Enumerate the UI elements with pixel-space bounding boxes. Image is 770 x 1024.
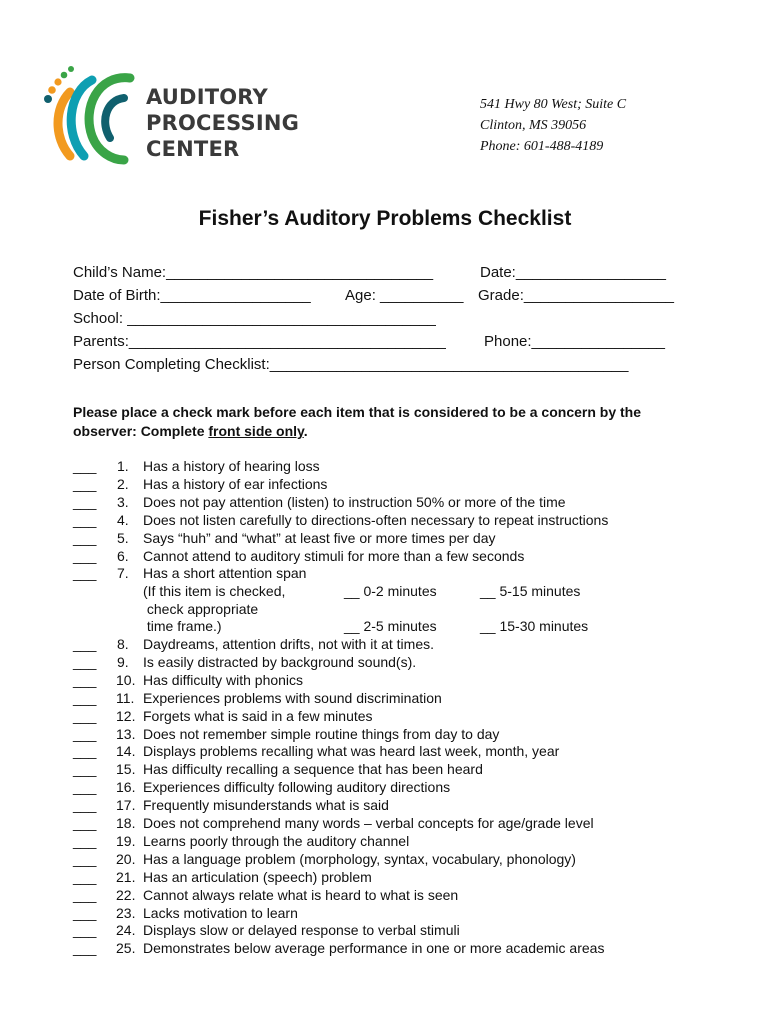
checkbox-blank[interactable]: ___ xyxy=(73,529,97,546)
item-text: Cannot always relate what is heard to what is seen xyxy=(143,886,459,903)
item-number: 17. xyxy=(116,797,136,814)
item-text: Forgets what is said in a few minutes xyxy=(143,707,373,724)
checkbox-blank[interactable]: ___ xyxy=(73,653,97,670)
checkbox-blank[interactable]: ___ xyxy=(73,511,97,528)
address-phone: Phone: 601-488-4189 xyxy=(480,139,604,154)
item-number: 18. xyxy=(116,815,136,831)
instructions xyxy=(73,403,703,441)
item-text: Is easily distracted by background sound(s). xyxy=(143,653,417,670)
item-number: 25. xyxy=(116,940,136,957)
item-text: Experiences problems with sound discrimination xyxy=(143,689,442,706)
item7-note-1: (If this item is checked, xyxy=(143,583,286,599)
item-text: Displays slow or delayed response to verbal stimuli xyxy=(143,922,460,939)
checkbox-blank[interactable]: ___ xyxy=(73,779,97,796)
item-text: Experiences difficulty following auditory directions xyxy=(143,779,451,796)
checkbox-blank[interactable]: ___ xyxy=(73,815,97,831)
item-text: Has a language problem (morphology, syntax, vocabulary, phonology) xyxy=(143,850,576,867)
checkbox-blank[interactable]: ___ xyxy=(73,940,97,957)
checkbox-blank[interactable]: ___ xyxy=(73,850,97,867)
page-title: Fisher’s Auditory Problems Checklist xyxy=(198,207,572,230)
item-number: 10. xyxy=(116,671,136,688)
item-text: Has a history of hearing loss xyxy=(143,458,320,474)
item-number: 15. xyxy=(116,761,136,778)
instructions-end: . xyxy=(303,423,308,439)
checkbox-blank[interactable]: ___ xyxy=(73,904,97,921)
item-number: 13. xyxy=(116,725,136,742)
grade-field[interactable]: Grade:__________________ xyxy=(478,287,675,304)
item-number: 5. xyxy=(117,529,129,546)
item-number: 21. xyxy=(116,868,136,885)
checkbox-blank[interactable]: ___ xyxy=(73,725,97,742)
item-number: 9. xyxy=(117,653,129,670)
checkbox-blank[interactable]: ___ xyxy=(73,797,97,814)
date-of-birth-field[interactable]: Date of Birth:__________________ xyxy=(73,287,311,304)
item-text: Has difficulty recalling a sequence that has been heard xyxy=(143,761,483,778)
item-number: 3. xyxy=(117,493,129,510)
item-text: Has difficulty with phonics xyxy=(143,671,304,688)
instructions-text: Please place a check mark before each item that is considered to be a concern by the observer: Complete xyxy=(73,404,642,439)
item-number: 22. xyxy=(116,886,136,903)
item7-note-3: time frame.) xyxy=(143,618,222,634)
logo-line-2: PROCESSING xyxy=(146,111,300,135)
address-block xyxy=(480,94,626,157)
item-text: Has a short attention span xyxy=(143,565,307,582)
checkbox-blank[interactable]: ___ xyxy=(73,493,97,510)
item-text: Has an articulation (speech) problem xyxy=(143,868,372,885)
item-number: 1. xyxy=(117,458,129,474)
item7-option-15-30[interactable]: __ 15-30 minutes xyxy=(480,618,589,634)
item7-option-5-15[interactable]: __ 5-15 minutes xyxy=(480,583,581,599)
item-number: 23. xyxy=(116,904,136,921)
childs-name-field[interactable]: Child’s Name:________________________________ xyxy=(73,264,434,281)
item-number: 12. xyxy=(116,707,136,724)
item-number: 8. xyxy=(117,636,129,652)
item7-option-0-2[interactable]: __ 0-2 minutes xyxy=(344,583,437,599)
checkbox-blank[interactable]: ___ xyxy=(73,475,97,492)
item-text: Demonstrates below average performance in one or more academic areas xyxy=(143,940,605,957)
item-text: Learns poorly through the auditory channel xyxy=(143,832,410,849)
item7-option-2-5[interactable]: __ 2-5 minutes xyxy=(344,618,437,634)
logo xyxy=(40,56,300,176)
item-number: 24. xyxy=(116,922,136,939)
item-number: 2. xyxy=(117,475,129,492)
checkbox-blank[interactable]: ___ xyxy=(73,707,97,724)
checkbox-blank[interactable]: ___ xyxy=(73,832,97,849)
item-number: 4. xyxy=(117,511,129,528)
checkbox-blank[interactable]: ___ xyxy=(73,671,97,688)
logo-line-1: AUDITORY xyxy=(146,85,268,109)
person-completing-field[interactable]: Person Completing Checklist:___________________________________________ xyxy=(73,356,629,373)
phone-field[interactable]: Phone:________________ xyxy=(484,333,666,350)
age-field[interactable]: Age: __________ xyxy=(345,287,464,304)
item-number: 6. xyxy=(117,547,129,564)
parents-field[interactable]: Parents:______________________________________ xyxy=(73,333,446,350)
item-number: 14. xyxy=(116,743,136,760)
item-text: Does not comprehend many words – verbal concepts for age/grade level xyxy=(143,815,594,831)
item-text: Daydreams, attention drifts, not with it at times. xyxy=(143,636,435,652)
checkbox-blank[interactable]: ___ xyxy=(73,636,97,652)
address-street: 541 Hwy 80 West; Suite C xyxy=(480,97,627,112)
checkbox-blank[interactable]: ___ xyxy=(73,761,97,778)
item-number: 16. xyxy=(116,779,136,796)
item-text: Frequently misunderstands what is said xyxy=(143,797,389,814)
item-text: Does not remember simple routine things from day to day xyxy=(143,725,500,742)
checkbox-blank[interactable]: ___ xyxy=(73,743,97,760)
school-field[interactable]: School: _____________________________________ xyxy=(73,310,436,327)
address-city: Clinton, MS 39056 xyxy=(480,118,587,133)
checkbox-blank[interactable]: ___ xyxy=(73,565,97,582)
checkbox-blank[interactable]: ___ xyxy=(73,886,97,903)
item-text: Does not listen carefully to directions-often necessary to repeat instructions xyxy=(143,511,609,528)
date-field[interactable]: Date:__________________ xyxy=(480,264,667,281)
checkbox-blank[interactable]: ___ xyxy=(73,458,97,474)
item-text: Has a history of ear infections xyxy=(143,475,328,492)
item-text: Displays problems recalling what was heard last week, month, year xyxy=(143,743,560,760)
logo-mark-icon xyxy=(40,56,150,176)
item-text: Lacks motivation to learn xyxy=(143,904,298,921)
checkbox-blank[interactable]: ___ xyxy=(73,547,97,564)
item-number: 7. xyxy=(117,565,129,582)
logo-text xyxy=(146,84,299,162)
item-text: Does not pay attention (listen) to instruction 50% or more of the time xyxy=(143,493,566,510)
item7-note-2: check appropriate xyxy=(143,601,259,617)
checkbox-blank[interactable]: ___ xyxy=(73,922,97,939)
item-number: 19. xyxy=(116,832,136,849)
logo-line-3: CENTER xyxy=(146,137,240,161)
checkbox-blank[interactable]: ___ xyxy=(73,689,97,706)
checkbox-blank[interactable]: ___ xyxy=(73,868,97,885)
instructions-underlined: front side only xyxy=(208,423,304,439)
item-number: 11. xyxy=(116,689,135,706)
item-text: Cannot attend to auditory stimuli for more than a few seconds xyxy=(143,547,525,564)
item-number: 20. xyxy=(116,850,136,867)
item-text: Says “huh” and “what” at least five or more times per day xyxy=(143,529,496,546)
